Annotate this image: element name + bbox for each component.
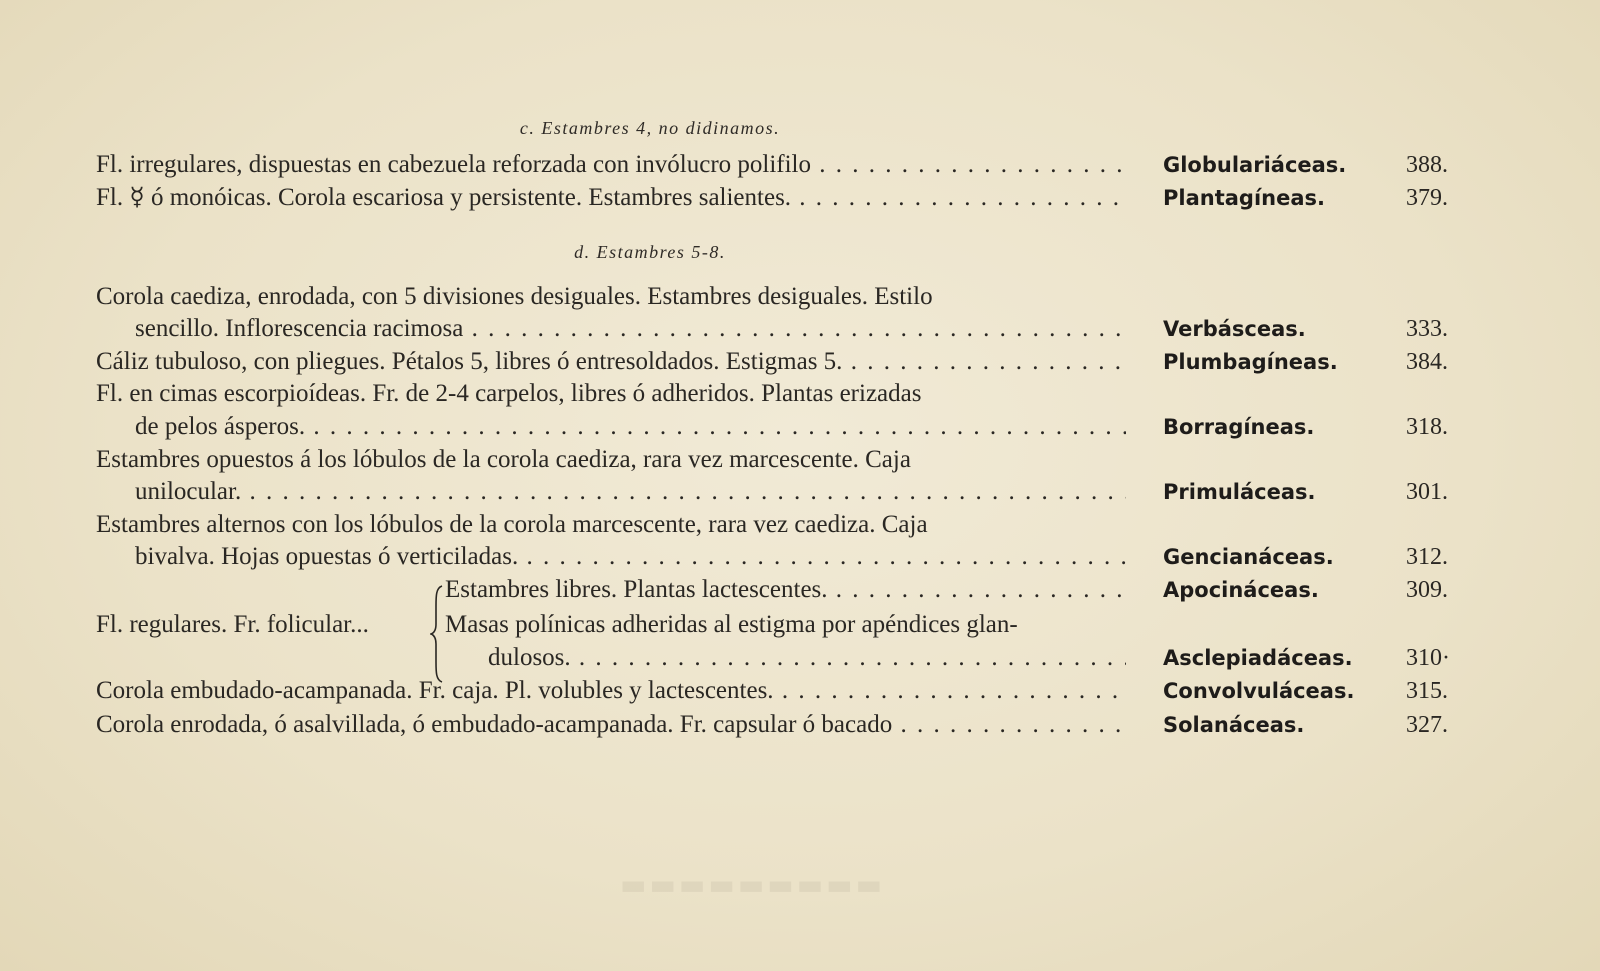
key-text: Estambres alternos con los lóbulos de la corola marcescente, rara vez caediza. Caja xyxy=(96,511,928,538)
family-name: Apocináceas. xyxy=(1163,578,1319,602)
page-number: 312. xyxy=(1406,544,1448,570)
key-group-label: Fl. regulares. Fr. folicular... xyxy=(96,611,369,638)
key-text: Estambres opuestos á los lóbulos de la corola caediza, rara vez marcescente. Caja xyxy=(96,446,911,473)
key-row xyxy=(0,475,1600,509)
page-number: 388. xyxy=(1406,152,1448,178)
page-number: 301. xyxy=(1406,479,1448,505)
page-number: 315. xyxy=(1406,678,1448,704)
key-row xyxy=(0,540,1600,574)
page-number: 310· xyxy=(1406,645,1450,671)
page-number: 318. xyxy=(1406,414,1448,440)
key-text: sencillo. Inflorescencia racimosa . . . xyxy=(135,312,1126,346)
key-text: bivalva. Hojas opuestas ó verticiladas. . . . xyxy=(135,540,1126,574)
page-number: 379. xyxy=(1406,185,1448,211)
key-text: unilocular. . . . xyxy=(135,475,1126,509)
key-row xyxy=(0,410,1600,444)
page-number: 327. xyxy=(1406,712,1448,738)
key-text: Masas polínicas adheridas al estigma por apéndices glan- xyxy=(445,611,1018,638)
key-row xyxy=(0,573,1600,607)
key-row xyxy=(0,280,1600,314)
key-row xyxy=(0,377,1600,411)
page-number: 384. xyxy=(1406,349,1448,375)
section-heading-c: c. Estambres 4, no didinamos. xyxy=(519,118,781,138)
key-row xyxy=(0,508,1600,542)
key-text: Corola caediza, enrodada, con 5 divisiones desiguales. Estambres desiguales. Estilo xyxy=(96,283,933,310)
family-name: Primuláceas. xyxy=(1163,480,1316,504)
key-text: Fl. irregulares, dispuestas en cabezuela reforzada con invólucro polifilo . . . xyxy=(96,148,1126,182)
key-text: Fl. en cimas escorpioídeas. Fr. de 2-4 carpelos, libres ó adheridos. Plantas erizadas xyxy=(96,380,922,407)
family-name: Convolvuláceas. xyxy=(1163,679,1355,703)
family-name: Plantagíneas. xyxy=(1163,186,1325,210)
key-row xyxy=(0,641,1600,675)
family-name: Globulariáceas. xyxy=(1163,153,1347,177)
key-row xyxy=(0,443,1600,477)
key-text: dulosos. . . . xyxy=(488,641,1126,675)
key-text: Cáliz tubuloso, con pliegues. Pétalos 5, libres ó entresoldados. Estigmas 5. . . . xyxy=(96,345,1126,379)
key-row xyxy=(0,181,1600,215)
key-row xyxy=(0,148,1600,182)
key-row xyxy=(0,708,1600,742)
family-name: Asclepiadáceas. xyxy=(1163,646,1353,670)
family-name: Plumbagíneas. xyxy=(1163,350,1338,374)
page-number: 309. xyxy=(1406,577,1448,603)
page-number: 333. xyxy=(1406,316,1448,342)
key-row xyxy=(0,345,1600,379)
family-name: Solanáceas. xyxy=(1163,713,1305,737)
key-row xyxy=(0,674,1600,708)
family-name: Gencianáceas. xyxy=(1163,545,1334,569)
family-name: Borragíneas. xyxy=(1163,415,1315,439)
family-name: Verbásceas. xyxy=(1163,317,1306,341)
bleed-through-mark: ▬▬▬▬▬▬▬▬▬ xyxy=(620,868,886,901)
key-row xyxy=(0,608,1600,642)
key-text: Estambres libres. Plantas lactescentes. . . . xyxy=(445,573,1126,607)
section-heading-d: d. Estambres 5-8. xyxy=(574,242,726,262)
key-text: de pelos ásperos. . . . xyxy=(135,410,1126,444)
key-text: Corola embudado-acampanada. Fr. caja. Pl. volubles y lactescentes. . . . xyxy=(96,674,1126,708)
key-text: Corola enrodada, ó asalvillada, ó embudado-acampanada. Fr. capsular ó bacado . . . xyxy=(96,708,1126,742)
key-row xyxy=(0,312,1600,346)
key-text: Fl. ☿ ó monóicas. Corola escariosa y persistente. Estambres salientes. . . . xyxy=(96,181,1126,215)
